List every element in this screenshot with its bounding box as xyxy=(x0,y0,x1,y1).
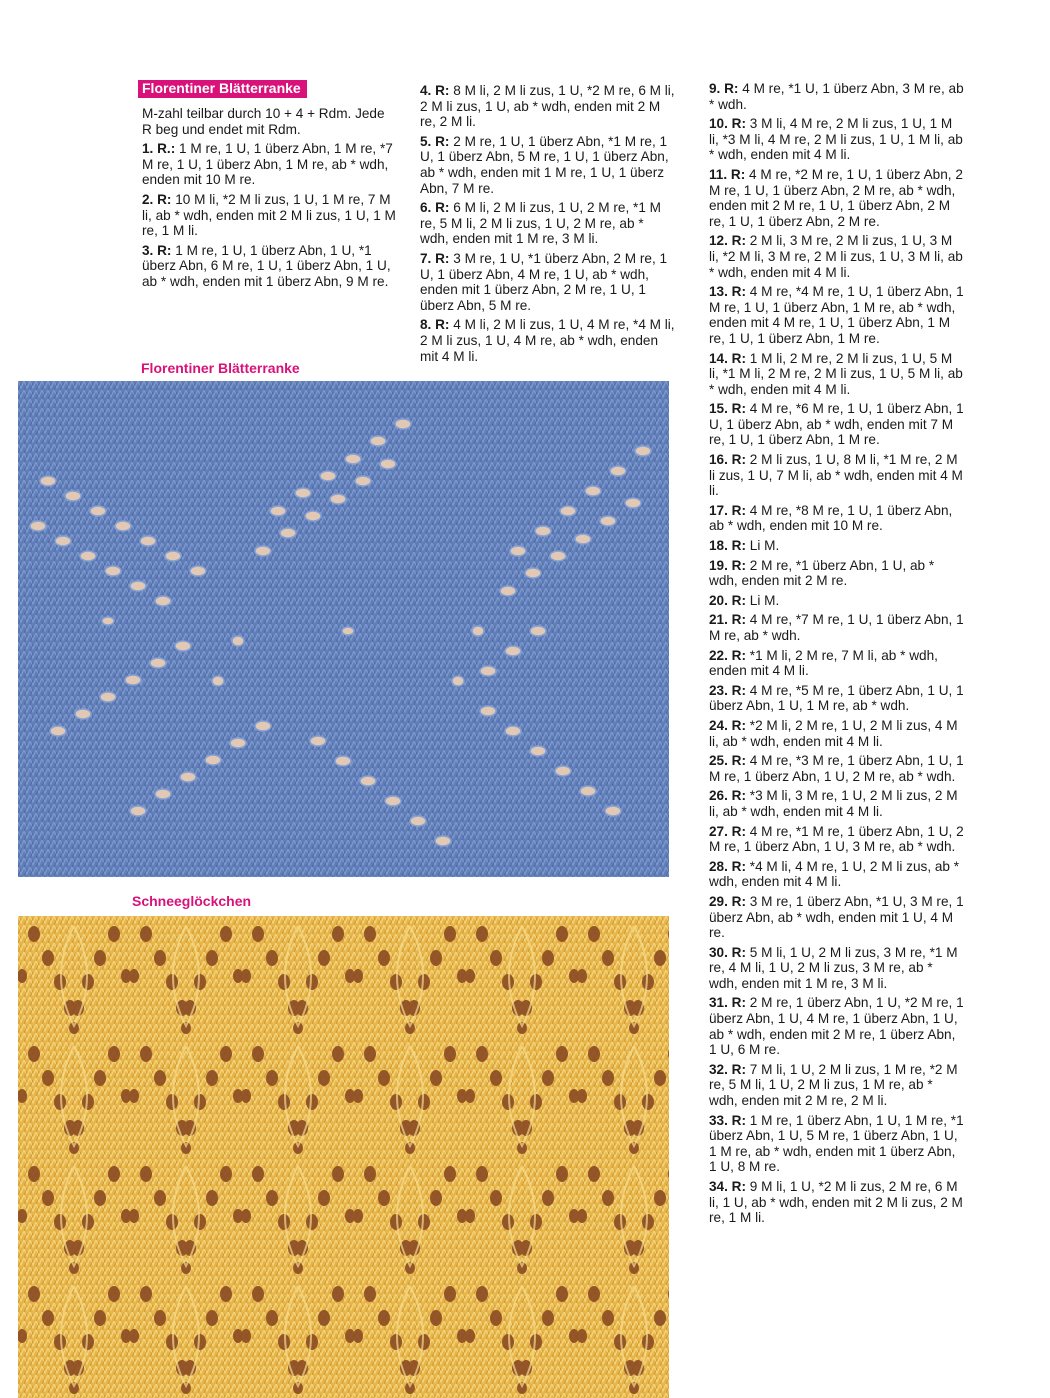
row-label: 10. R: xyxy=(709,116,747,132)
row-30 xyxy=(709,945,965,992)
row-33 xyxy=(709,1113,965,1175)
row-label: 14. R: xyxy=(709,350,747,366)
row-19 xyxy=(709,558,965,589)
row-11 xyxy=(709,167,965,229)
row-28 xyxy=(709,859,965,890)
row-text: 5 M li, 1 U, 2 M li zus, 3 M re, *1 M re, 4 M li, 1 U, 2 M li zus, 3 M re, ab * wdh, enden mit 1 M re, 3 M li. xyxy=(709,944,958,991)
blue-lace-texture xyxy=(18,381,669,877)
row-17 xyxy=(709,503,965,534)
text-column-3 xyxy=(709,81,965,1230)
row-label: 12. R: xyxy=(709,233,747,249)
row-label: 28. R: xyxy=(709,858,747,874)
row-text: 2 M re, 1 U, 1 überz Abn, *1 M re, 1 U, 1 überz Abn, 5 M re, 1 U, 1 überz Abn, ab * wdh, enden mit 1 M re, 1 U, 1 überz Abn, 7 M re. xyxy=(420,133,669,196)
row-text: 1 M re, 1 U, 1 überz Abn, 1 M re, *7 M re, 1 U, 1 überz Abn, 1 M re, ab * wdh, enden mit 10 M re. xyxy=(142,141,393,188)
row-1 xyxy=(142,141,396,188)
row-26 xyxy=(709,788,965,819)
row-text: 4 M re, *7 M re, 1 U, 1 überz Abn, 1 M re, ab * wdh. xyxy=(709,612,964,643)
row-text: Li M. xyxy=(746,592,780,608)
pattern-intro: M-zahl teilbar durch 10 + 4 + Rdm. Jede R beg und endet mit Rdm. xyxy=(142,106,385,137)
row-22 xyxy=(709,648,965,679)
row-text: *1 M li, 2 M re, 7 M li, ab * wdh, enden mit 4 M li. xyxy=(709,647,938,679)
row-12 xyxy=(709,233,965,280)
row-text: 3 M re, 1 überz Abn, *1 U, 3 M re, 1 überz Abn, ab * wdh, enden mit 1 U, 4 M re. xyxy=(709,893,964,941)
row-label: 4. R: xyxy=(420,83,450,98)
text-column-2 xyxy=(420,83,675,368)
row-text: 3 M li, 4 M re, 2 M li zus, 1 U, 1 M li, *3 M li, 4 M re, 2 M li zus, 1 U, 1 M li, ab * wdh, enden mit 4 M li. xyxy=(709,116,963,163)
row-text: 4 M re, *8 M re, 1 U, 1 überz Abn, ab * wdh, enden mit 10 M re. xyxy=(709,502,953,534)
photo-caption-florentiner: Florentiner Blätterranke xyxy=(141,360,300,376)
row-27 xyxy=(709,824,965,855)
row-text: 8 M li, 2 M li zus, 1 U, *2 M re, 6 M li, 2 M li zus, 1 U, ab * wdh, enden mit 2 M re, 2 M li. xyxy=(420,83,675,130)
row-label: 19. R: xyxy=(709,557,747,573)
row-29 xyxy=(709,894,965,941)
row-text: 2 M re, 1 überz Abn, 1 U, *2 M re, 1 überz Abn, 1 U, 4 M re, 1 überz Abn, 1 U, ab * wdh, enden mit 2 M re, 1 überz Abn, 1 U, 6 M re. xyxy=(709,995,964,1058)
row-6 xyxy=(420,200,675,247)
row-label: 34. R: xyxy=(709,1179,747,1194)
row-label: 30. R: xyxy=(709,944,747,960)
row-label: 24. R: xyxy=(709,717,747,733)
row-label: 7. R: xyxy=(420,250,450,266)
row-text: 4 M re, *6 M re, 1 U, 1 überz Abn, 1 U, 1 überz Abn, ab * wdh, enden mit 7 M re, 1 U, 1 überz Abn, 1 M re. xyxy=(709,401,964,448)
row-8 xyxy=(420,317,675,364)
row-20 xyxy=(709,593,965,609)
row-18 xyxy=(709,538,965,554)
row-32 xyxy=(709,1062,965,1109)
row-text: 4 M re, *1 M re, 1 überz Abn, 1 U, 2 M re, 1 überz Abn, 1 U, 3 M re, ab * wdh. xyxy=(709,823,964,855)
photo-caption-schneegloeckchen: Schneeglöckchen xyxy=(132,893,252,909)
row-25 xyxy=(709,753,965,784)
row-label: 2. R: xyxy=(142,191,172,207)
row-text: 2 M li, 3 M re, 2 M li zus, 1 U, 3 M li, *2 M li, 3 M re, 2 M li zus, 1 U, 3 M li, ab * wdh, enden mit 4 M li. xyxy=(709,233,963,280)
row-16 xyxy=(709,452,965,499)
row-text: *2 M li, 2 M re, 1 U, 2 M li zus, 4 M li, ab * wdh, enden mit 4 M li. xyxy=(709,717,958,749)
row-text: 4 M re, *5 M re, 1 überz Abn, 1 U, 1 überz Abn, 1 U, 1 M re, ab * wdh. xyxy=(709,682,964,714)
row-15 xyxy=(709,401,965,448)
row-label: 26. R: xyxy=(709,788,747,804)
knit-photo-schneegloeckchen xyxy=(18,916,669,1398)
row-text: 1 M re, 1 U, 1 überz Abn, 1 U, *1 überz Abn, 6 M re, 1 U, 1 überz Abn, 1 U, ab * wdh, enden mit 1 überz Abn, 9 M re. xyxy=(142,242,391,289)
row-label: 6. R: xyxy=(420,200,450,216)
row-text: 4 M li, 2 M li zus, 1 U, 4 M re, *4 M li, 2 M li zus, 1 U, 4 M re, ab * wdh, enden mit 4 M li. xyxy=(420,317,675,364)
row-text: 4 M re, *4 M re, 1 U, 1 überz Abn, 1 M re, 1 U, 1 überz Abn, 1 M re, ab * wdh, enden mit 4 M re, 1 U, 1 überz Abn, 1 M re, 1 U, 1 überz Abn, 1 M re. xyxy=(709,284,964,346)
row-label: 9. R: xyxy=(709,81,739,96)
row-7 xyxy=(420,251,675,313)
row-4 xyxy=(420,83,675,130)
row-23 xyxy=(709,683,965,714)
row-text: *3 M li, 3 M re, 1 U, 2 M li zus, 2 M li, ab * wdh, enden mit 4 M li. xyxy=(709,788,958,819)
row-10 xyxy=(709,116,965,163)
row-text: 6 M li, 2 M li zus, 1 U, 2 M re, *1 M re, 5 M li, 2 M li zus, 1 U, 2 M re, ab * wdh, enden mit 1 M re, 3 M li. xyxy=(420,200,661,247)
row-label: 23. R: xyxy=(709,682,747,698)
row-label: 27. R: xyxy=(709,823,747,839)
row-text: 3 M re, 1 U, *1 überz Abn, 2 M re, 1 U, 1 überz Abn, 4 M re, 1 U, ab * wdh, enden mit 1 überz Abn, 2 M re, 1 U, 1 überz Abn, 5 M re. xyxy=(420,250,668,313)
row-text: *4 M li, 4 M re, 1 U, 2 M li zus, ab * wdh, enden mit 4 M li. xyxy=(709,858,960,890)
row-text: 1 M re, 1 überz Abn, 1 U, 1 M re, *1 überz Abn, 1 U, 5 M re, 1 überz Abn, 1 U, 1 M re, ab * wdh, enden mit 1 überz Abn, 1 U, 8 M re. xyxy=(709,1112,964,1175)
row-31 xyxy=(709,995,965,1057)
row-label: 1. R.: xyxy=(142,141,176,157)
row-label: 8. R: xyxy=(420,317,450,333)
row-text: 7 M li, 1 U, 2 M li zus, 1 M re, *2 M re, 5 M li, 1 U, 2 M li zus, 1 M re, ab * wdh, enden mit 2 M re, 2 M li. xyxy=(709,1061,958,1109)
row-label: 33. R: xyxy=(709,1112,747,1128)
row-text: 4 M re, *1 U, 1 überz Abn, 3 M re, ab * wdh. xyxy=(709,81,964,112)
row-label: 32. R: xyxy=(709,1061,747,1077)
row-text: 2 M li zus, 1 U, 8 M li, *1 M re, 2 M li zus, 1 U, 7 M li, ab * wdh, enden mit 4 M li. xyxy=(709,452,963,499)
row-2 xyxy=(142,192,396,239)
row-label: 25. R: xyxy=(709,753,747,769)
pattern-title-box: Florentiner Blätterranke xyxy=(138,80,307,98)
row-label: 18. R: xyxy=(709,538,747,554)
row-text: 9 M li, 1 U, *2 M li zus, 2 M re, 6 M li, 1 U, ab * wdh, enden mit 2 M li zus, 2 M re, 1 M li. xyxy=(709,1179,963,1226)
row-21 xyxy=(709,612,965,643)
row-label: 17. R: xyxy=(709,502,747,518)
row-13 xyxy=(709,284,965,346)
row-text: 4 M re, *3 M re, 1 überz Abn, 1 U, 1 M re, 1 überz Abn, 1 U, 2 M re, ab * wdh. xyxy=(709,753,964,784)
row-text: Li M. xyxy=(746,538,780,554)
row-14 xyxy=(709,351,965,398)
knit-photo-florentiner xyxy=(18,381,669,877)
row-label: 13. R: xyxy=(709,284,747,300)
row-label: 5. R: xyxy=(420,133,450,149)
row-3 xyxy=(142,243,396,290)
row-24 xyxy=(709,718,965,749)
row-text: 4 M re, *2 M re, 1 U, 1 überz Abn, 2 M re, 1 U, 1 überz Abn, 2 M re, ab * wdh, enden mit 2 M re, 1 U, 1 überz Abn, 2 M re, 1 U, 1 überz Abn, 2 M re. xyxy=(709,166,963,229)
row-label: 21. R: xyxy=(709,612,747,628)
row-label: 22. R: xyxy=(709,647,747,663)
row-9 xyxy=(709,81,965,112)
row-label: 15. R: xyxy=(709,401,747,417)
row-text: 2 M re, *1 überz Abn, 1 U, ab * wdh, enden mit 2 M re. xyxy=(709,557,935,589)
row-label: 16. R: xyxy=(709,452,747,468)
yellow-lace-texture xyxy=(18,916,669,1398)
row-label: 29. R: xyxy=(709,893,747,909)
row-label: 11. R: xyxy=(709,166,746,182)
row-label: 31. R: xyxy=(709,995,747,1011)
row-text: 1 M li, 2 M re, 2 M li zus, 1 U, 5 M li, *1 M li, 2 M re, 2 M li zus, 1 U, 5 M li, ab * wdh, enden mit 4 M li. xyxy=(709,350,963,397)
row-label: 20. R: xyxy=(709,592,747,608)
row-label: 3. R: xyxy=(142,242,172,258)
row-34 xyxy=(709,1179,965,1226)
row-text: 10 M li, *2 M li zus, 1 U, 1 M re, 7 M li, ab * wdh, enden mit 2 M li zus, 1 U, 1 M re, 1 M li. xyxy=(142,191,396,239)
text-column-1 xyxy=(142,106,396,294)
row-5 xyxy=(420,134,675,196)
